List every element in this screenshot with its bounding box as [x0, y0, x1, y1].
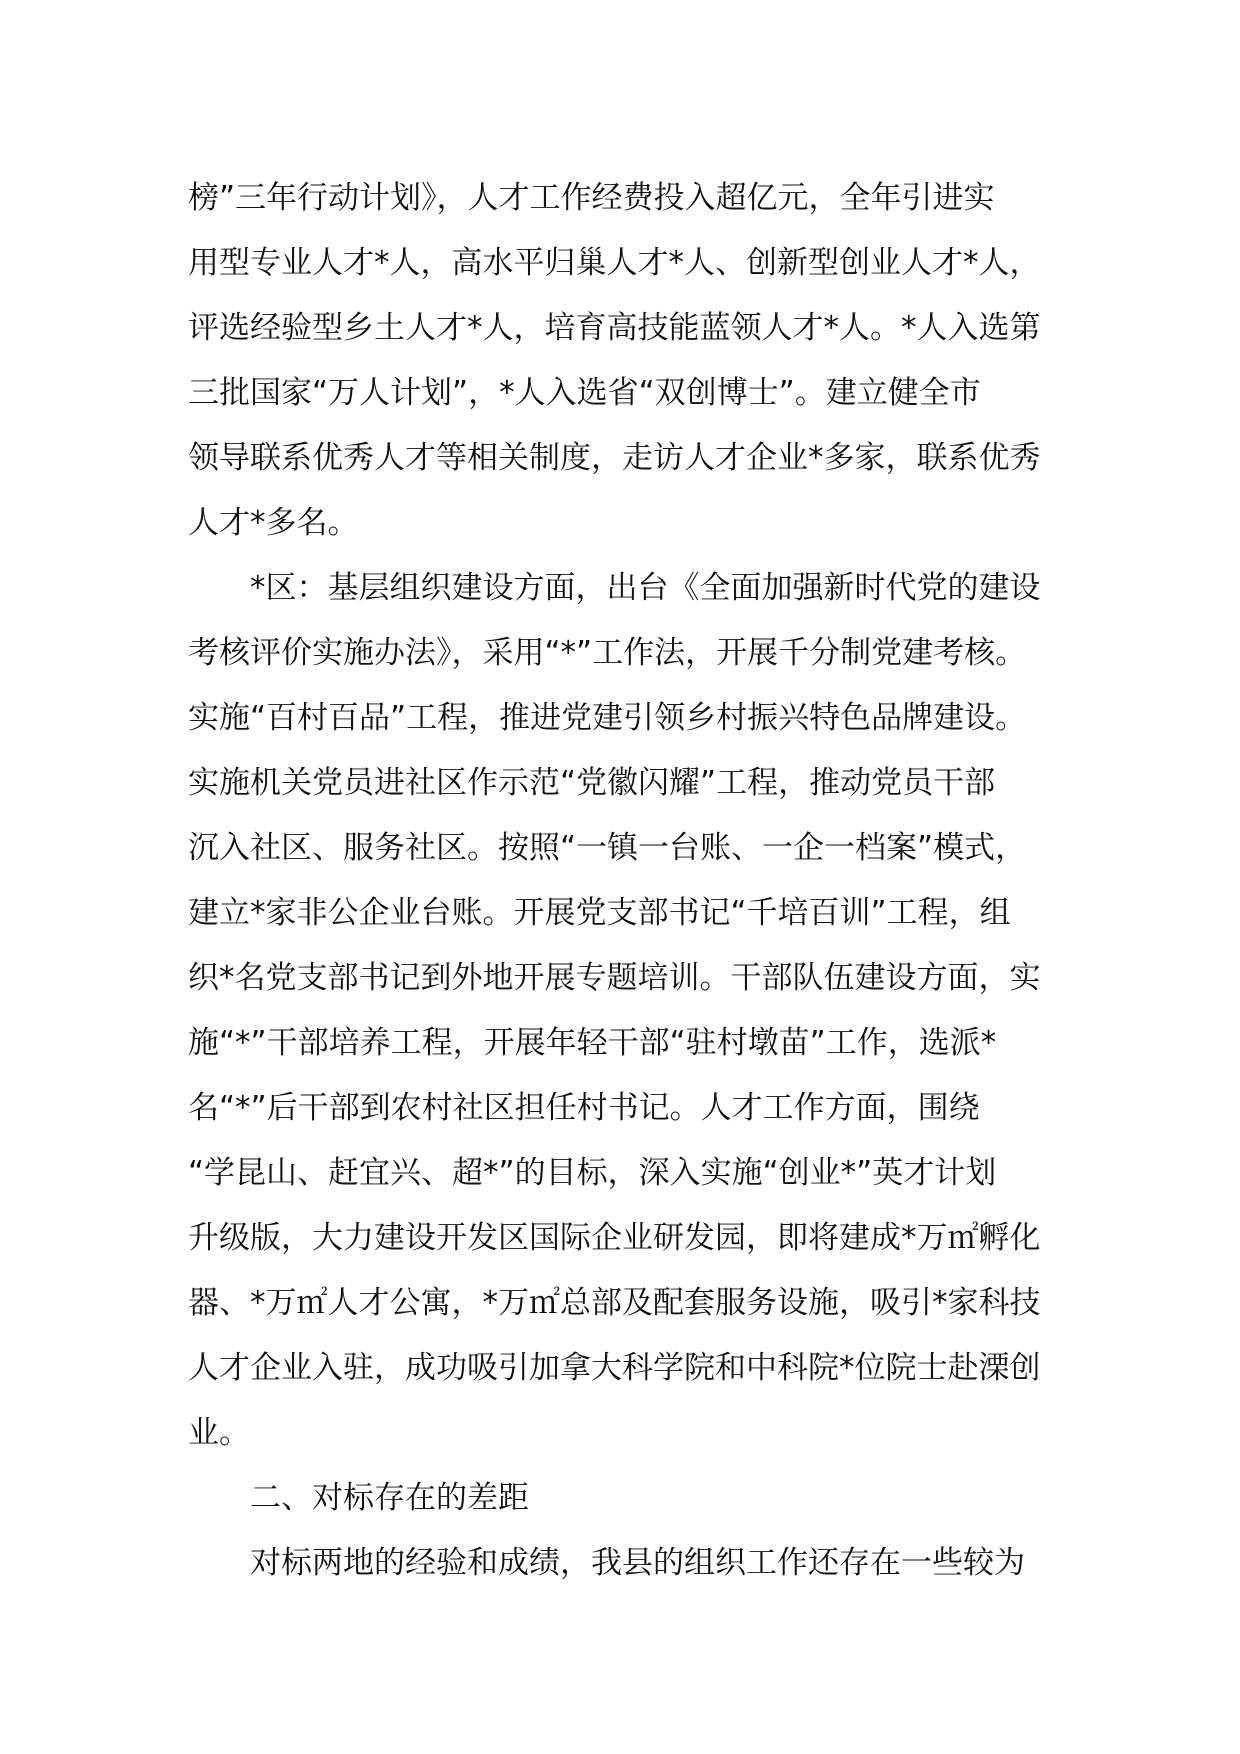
text-line: 榜”三年行动计划》，人才工作经费投入超亿元，全年引进实 [188, 180, 995, 216]
document-body [188, 166, 1088, 1596]
paragraph-start-line: *区：基层组织建设方面，出台《全面加强新时代党的建设 [250, 570, 1041, 606]
text-line: 施“*”干部培养工程，开展年轻干部“驻村墩苗”工作，选派* [188, 1025, 997, 1061]
text-line: 建立*家非公企业台账。开展党支部书记“千培百训”工程，组 [188, 895, 1011, 931]
text-line: 用型专业人才*人，高水平归巢人才*人、创新型创业人才*人， [188, 245, 1041, 281]
text-line: 考核评价实施办法》，采用“*”工作法，开展千分制党建考核。 [188, 635, 1027, 671]
text-line: 人才*多名。 [188, 505, 359, 541]
text-line: 沉入社区、服务社区。按照“一镇一台账、一企一档案”模式， [188, 830, 1027, 866]
text-line: 实施机关党员进社区作示范“党徽闪耀”工程，推动党员干部 [188, 765, 996, 801]
section-heading: 二、对标存在的差距 [250, 1480, 529, 1516]
text-line: 评选经验型乡土人才*人，培育高技能蓝领人才*人。*人入选第 [188, 310, 1041, 346]
text-line: 织*名党支部书记到外地开展专题培训。干部队伍建设方面，实 [188, 960, 1041, 996]
text-line: 业。 [188, 1415, 250, 1451]
text-line: 实施“百村百品”工程，推进党建引领乡村振兴特色品牌建设。 [188, 700, 1027, 736]
paragraph-start-line: 对标两地的经验和成绩，我县的组织工作还存在一些较为 [250, 1545, 1025, 1581]
text-line: 领导联系优秀人才等相关制度，走访人才企业*多家，联系优秀 [188, 440, 1041, 476]
text-line: 器、*万㎡人才公寓，*万㎡总部及配套服务设施，吸引*家科技 [188, 1285, 1041, 1321]
text-line: 三批国家“万人计划”，*人入选省“双创博士”。建立健全市 [188, 375, 981, 411]
text-line: 人才企业入驻，成功吸引加拿大科学院和中科院*位院士赴溧创 [188, 1350, 1041, 1386]
text-line: “学昆山、赶宜兴、超*”的目标，深入实施“创业*”英才计划 [188, 1155, 997, 1191]
text-line: 名“*”后干部到农村社区担任村书记。人才工作方面，围绕 [188, 1090, 980, 1126]
text-line: 升级版，大力建设开发区国际企业研发园，即将建成*万㎡孵化 [188, 1220, 1041, 1256]
